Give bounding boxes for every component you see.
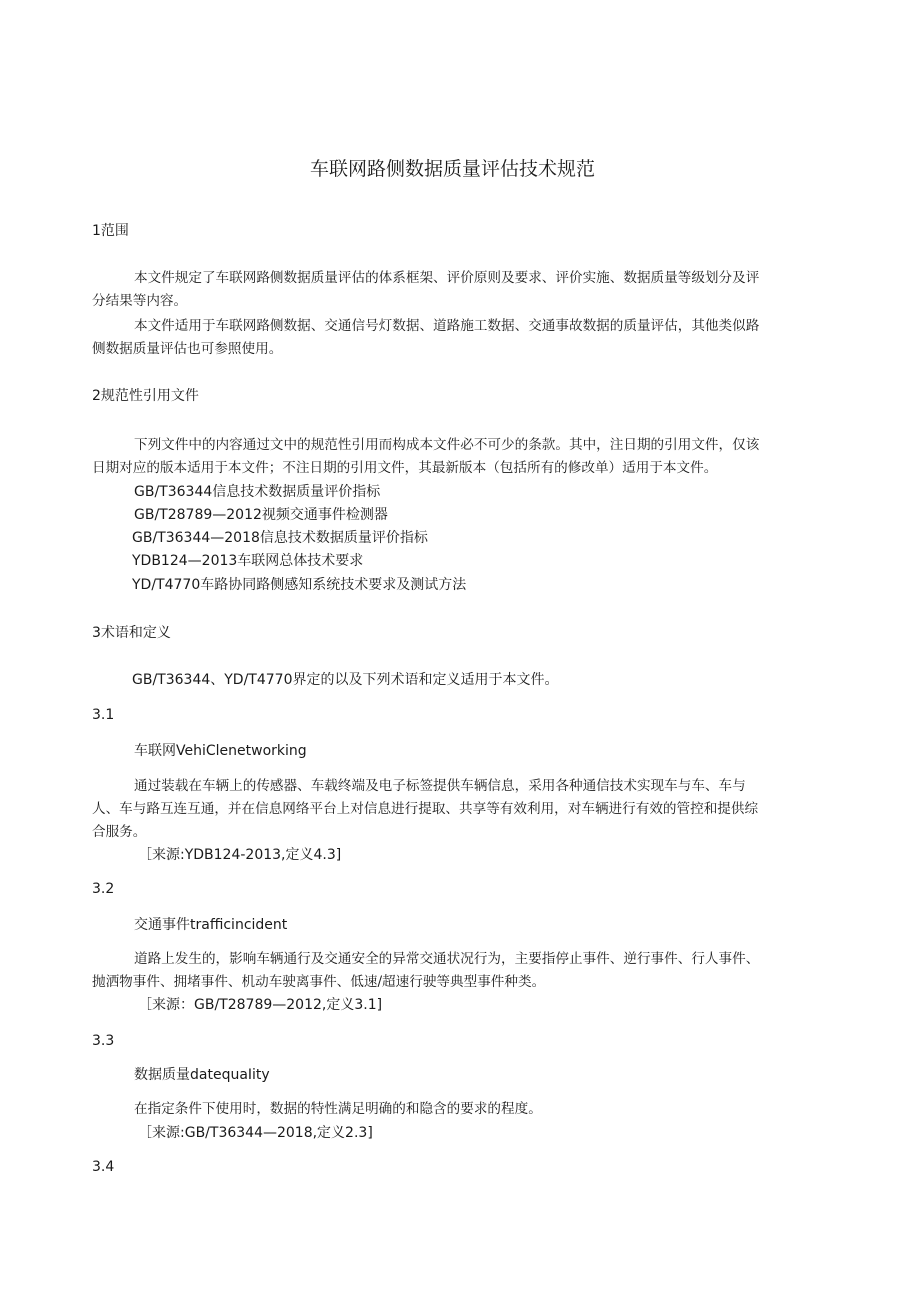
section-3-intro: GB/T36344、YD/T4770界定的以及下列术语和定义适用于本文件。: [132, 672, 559, 688]
term-source: ［来源:GB/T36344—2018,定义2.3]: [138, 1125, 373, 1141]
term-definition-line: 道路上发生的，影响车辆通行及交通安全的异常交通状况行为，主要指停止事件、逆行事件、行人事件、: [134, 951, 760, 967]
section-2-paragraph-line-2: 日期对应的版本适用于本文件；不注日期的引用文件，其最新版本（包括所有的修改单）适用于本文件。: [92, 460, 718, 476]
term-number: 3.4: [92, 1159, 115, 1175]
term-number: 3.2: [92, 881, 115, 897]
term-source: ［来源:YDB124-2013,定义4.3]: [138, 847, 342, 863]
section-1-paragraph-1-line-1: 本文件规定了车联网路侧数据质量评估的体系框架、评价原则及要求、评价实施、数据质量等级划分及评: [134, 270, 760, 286]
reference-item: GB/T36344信息技术数据质量评价指标: [134, 484, 381, 500]
term-name: 车联网VehiClenetworking: [134, 743, 307, 759]
reference-item: GB/T28789—2012视频交通事件检测器: [134, 507, 388, 523]
term-number: 3.3: [92, 1033, 115, 1049]
document-title: 车联网路侧数据质量评估技术规范: [310, 158, 596, 180]
section-1-paragraph-2-line-1: 本文件适用于车联网路侧数据、交通信号灯数据、道路施工数据、交通事故数据的质量评估，其他类似路: [134, 318, 760, 334]
term-definition-line: 通过装载在车辆上的传感器、车载终端及电子标签提供车辆信息，采用各种通信技术实现车与车、车与: [134, 778, 746, 794]
section-1-heading: 1范围: [92, 223, 129, 239]
section-1-paragraph-2-line-2: 侧数据质量评估也可参照使用。: [92, 341, 283, 357]
term-definition-line: 人、车与路互连互通，并在信息网络平台上对信息进行提取、共享等有效利用，对车辆进行有效的管控和提供综: [92, 801, 759, 817]
section-2-paragraph-line-1: 下列文件中的内容通过文中的规范性引用而构成本文件必不可少的条款。其中，注日期的引用文件，仅该: [134, 437, 760, 453]
term-definition-line: 抛洒物事件、拥堵事件、机动车驶离事件、低速/超速行驶等典型事件种类。: [92, 974, 546, 990]
term-number: 3.1: [92, 707, 115, 723]
section-1-paragraph-1-line-2: 分结果等内容。: [92, 293, 188, 309]
reference-item: YD/T4770车路协同路侧感知系统技术要求及测试方法: [132, 577, 467, 593]
reference-item: YDB124—2013车联网总体技术要求: [132, 553, 364, 569]
section-3-heading: 3术语和定义: [92, 625, 171, 641]
reference-item: GB/T36344—2018信息技术数据质量评价指标: [132, 530, 428, 546]
term-name: 交通事件trafficincident: [134, 917, 288, 933]
term-definition-line: 合服务。: [92, 824, 147, 840]
term-name: 数据质量datequaIity: [134, 1067, 270, 1083]
section-2-heading: 2规范性引用文件: [92, 388, 199, 404]
term-definition-line: 在指定条件下使用时，数据的特性满足明确的和隐含的要求的程度。: [134, 1101, 542, 1117]
term-source: ［来源：GB/T28789—2012,定义3.1]: [138, 997, 383, 1013]
